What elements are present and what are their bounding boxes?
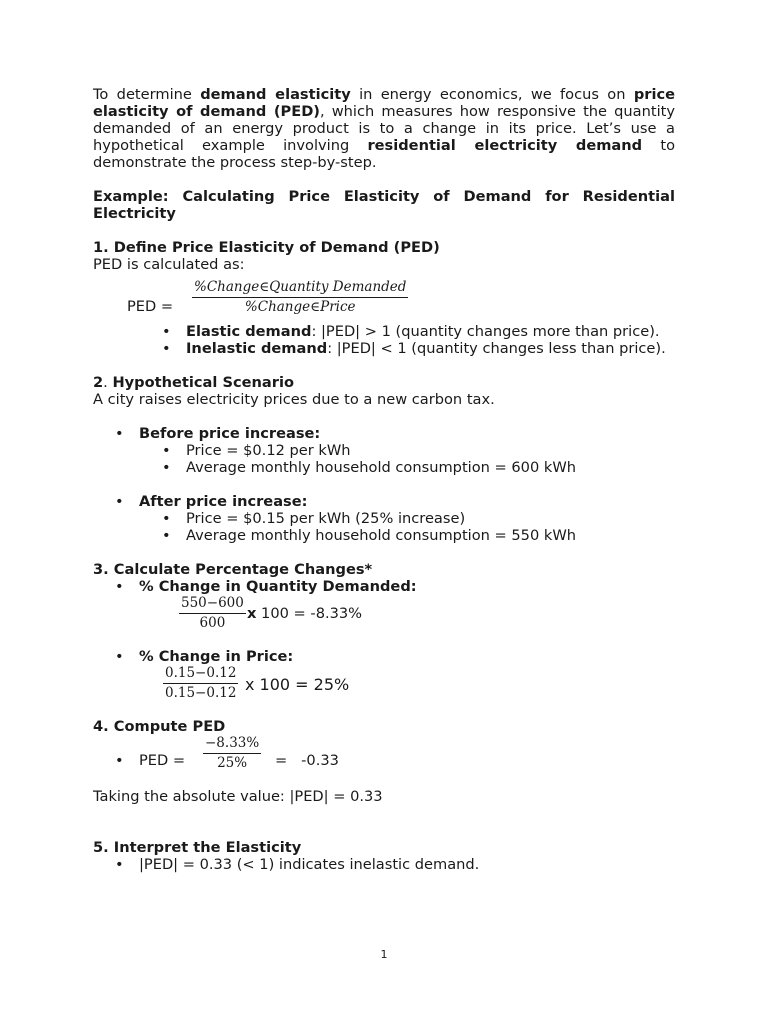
quantity-result: x 100 = -8.33% (247, 605, 363, 622)
fraction-numerator: −8.33% (203, 735, 261, 754)
intro-bold: price elasticity of demand (PED) (93, 86, 676, 120)
bullet: • (115, 752, 124, 769)
absolute-value-text: Taking the absolute value: |PED| = 0.33 (93, 788, 383, 805)
section-3-heading: 3. Calculate Percentage Changes* (93, 561, 373, 578)
section-5-heading: 5. Interpret the Elasticity (93, 839, 302, 856)
ped-denominator: %Change∈Price (244, 299, 356, 315)
ped-numerator: %Change∈Quantity Demanded (192, 279, 408, 298)
section-1-text: PED is calculated as: (93, 256, 245, 273)
price-list (93, 648, 675, 665)
after-list (93, 493, 675, 544)
intro-text: to demonstrate the process step-by-step. (93, 137, 675, 171)
ped-result: = -0.33 (275, 752, 339, 769)
intro-paragraph (93, 86, 675, 171)
document-body (93, 86, 675, 873)
list-item: • Average monthly household consumption = 600 kWh (93, 459, 675, 476)
ped-formula (127, 279, 675, 317)
list-item: • Average monthly household consumption = 550 kWh (93, 527, 675, 544)
list-item: • Price = $0.12 per kWh (93, 442, 675, 459)
fraction-denominator: 0.15−0.12 (165, 685, 237, 701)
list-item: • Price = $0.15 per kWh (25% increase) (93, 510, 675, 527)
section-2-text: A city raises electricity prices due to a new carbon tax. (93, 391, 495, 408)
example-title: Example: Calculating Price Elasticity of Demand for Residential Electricity (93, 188, 675, 222)
section-2-heading: 2. Hypothetical Scenario (93, 374, 294, 391)
section-4-heading: 4. Compute PED (93, 718, 226, 735)
section-1-heading: 1. Define Price Elasticity of Demand (PED) (93, 239, 440, 256)
intro-bold: residential electricity demand (367, 137, 643, 154)
ped-fraction (203, 735, 261, 772)
list-item: • Inelastic demand: |PED| < 1 (quantity changes less than price). (93, 340, 675, 357)
price-calc (163, 665, 675, 701)
list-item: • |PED| = 0.33 (< 1) indicates inelastic demand. (93, 856, 675, 873)
price-result: x 100 = 25% (245, 675, 350, 694)
list-item: • After price increase: (93, 493, 675, 510)
ped-fraction (192, 279, 408, 316)
intro-bold: demand elasticity (200, 86, 351, 103)
fraction-denominator: 600 (199, 615, 226, 631)
list-item: • % Change in Quantity Demanded: (93, 578, 675, 595)
list-item: • Elastic demand: |PED| > 1 (quantity changes more than price). (93, 323, 675, 340)
intro-text: To determine (93, 86, 201, 103)
fraction-denominator: 25% (217, 755, 248, 771)
quantity-fraction (179, 595, 246, 632)
fraction-numerator: 550−600 (179, 595, 246, 614)
percentage-list (93, 578, 675, 595)
ped-label: PED = (139, 752, 186, 769)
before-list (93, 425, 675, 476)
ped-compute (93, 735, 675, 771)
ped-label: PED = (127, 298, 174, 315)
intro-text: , which measures how responsive the quantity demanded of an energy product is to a change in its price. Let’s use a hypothetical example involving (93, 103, 675, 154)
fraction-numerator: 0.15−0.12 (163, 665, 238, 684)
price-fraction (163, 665, 238, 702)
interpretation-list (93, 856, 675, 873)
intro-text: in energy economics, we focus on (350, 86, 634, 103)
list-item: • % Change in Price: (93, 648, 675, 665)
quantity-calc (179, 595, 675, 631)
elasticity-definitions (93, 323, 675, 357)
list-item: • Before price increase: (93, 425, 675, 442)
page-number: 1 (380, 948, 388, 961)
